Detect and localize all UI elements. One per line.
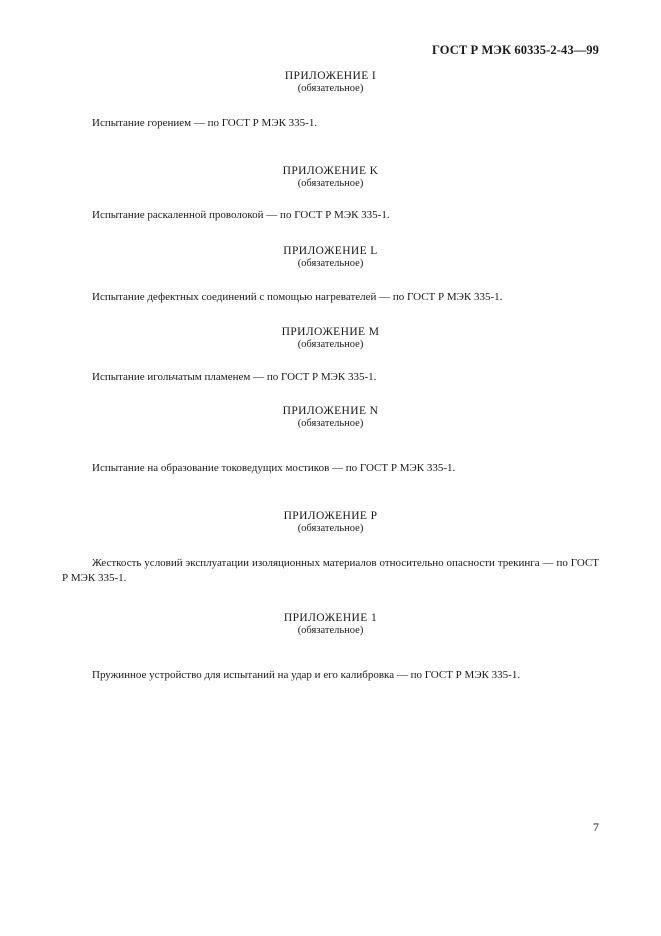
appendix-text: Испытание горением — по ГОСТ Р МЭК 335-1. [92,117,318,129]
appendix-text: Испытание игольчатым пламенем — по ГОСТ Р МЭК 335-1. [92,371,377,383]
appendix-heading [0,405,661,430]
appendix-heading [0,612,661,637]
appendix-title: ПРИЛОЖЕНИЕ N [282,405,379,417]
appendix-status: (обязательное) [297,258,364,269]
appendix-text: Испытание на образование токоведущих мостиков — по ГОСТ Р МЭК 335-1. [92,462,456,474]
appendix-paragraph [62,461,599,476]
appendix-title: ПРИЛОЖЕНИЕ L [283,245,378,257]
appendix-heading [0,245,661,270]
appendix-status: (обязательное) [297,339,364,350]
appendix-text: Пружинное устройство для испытаний на удар и его калибровка — по ГОСТ Р МЭК 335-1. [92,669,521,681]
document-header: ГОСТ Р МЭК 60335-2-43—99 [432,43,599,57]
page-number: 7 [593,820,599,834]
appendix-status: (обязательное) [297,523,364,534]
appendix-heading [0,165,661,190]
appendix-title: ПРИЛОЖЕНИЕ I [284,70,377,82]
appendix-title: ПРИЛОЖЕНИЕ М [281,326,380,338]
appendix-paragraph [62,208,599,223]
appendix-text: Испытание дефектных соединений с помощью нагревателей — по ГОСТ Р МЭК 335-1. [92,291,503,303]
appendix-heading [0,326,661,351]
appendix-heading [0,510,661,535]
appendix-paragraph: Жесткость условий эксплуатации изоляционных материалов относительно опасности трекинга — по ГОСТ Р МЭК 335-1. [62,557,599,584]
appendix-status: (обязательное) [297,83,364,94]
appendix-paragraph [62,116,599,131]
appendix-text: Испытание раскаленной проволокой — по ГОСТ Р МЭК 335-1. [92,209,390,221]
appendix-status: (обязательное) [297,418,364,429]
appendix-status: (обязательное) [297,625,364,636]
appendix-heading [0,70,661,95]
appendix-paragraph [62,668,599,683]
appendix-title: ПРИЛОЖЕНИЕ K [282,165,379,177]
appendix-status: (обязательное) [297,178,364,189]
appendix-title: ПРИЛОЖЕНИЕ Р [283,510,378,522]
appendix-paragraph [62,370,599,385]
appendix-paragraph [62,290,599,305]
appendix-title: ПРИЛОЖЕНИЕ 1 [283,612,378,624]
